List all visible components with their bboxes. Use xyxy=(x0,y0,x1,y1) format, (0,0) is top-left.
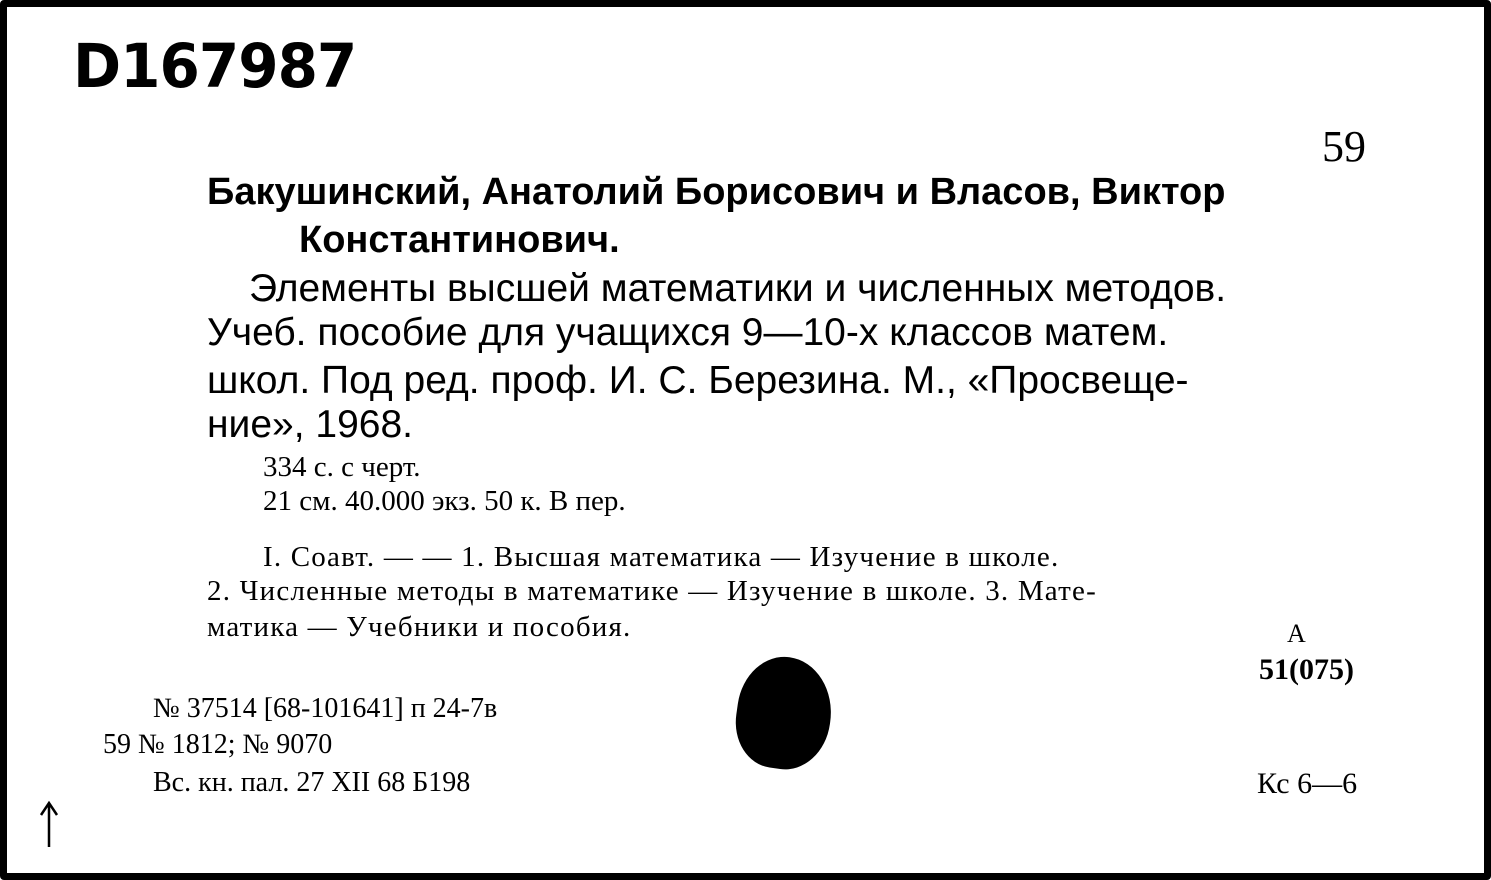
imprint-line: № 37514 [68-101641] п 24-7в xyxy=(153,693,498,724)
subject-heading-line: 2. Численные методы в математике — Изучение в школе. 3. Мате- xyxy=(207,575,1097,607)
udc-code: 51(075) xyxy=(1259,653,1354,686)
author-line: Бакушинский, Анатолий Борисович и Власов, Виктор xyxy=(207,171,1226,213)
price-code: Кс 6—6 xyxy=(1257,767,1358,800)
subject-heading-line: I. Соавт. — — 1. Высшая математика — Изучение в школе. xyxy=(263,541,1060,573)
imprint-line: Вс. кн. пал. 27 XII 68 Б198 xyxy=(153,767,471,798)
class-number: 59 xyxy=(1322,122,1366,171)
subject-heading-line: матика — Учебники и пособия. xyxy=(207,611,632,643)
udc-letter: А xyxy=(1287,619,1306,648)
title-line: ние», 1968. xyxy=(207,403,413,446)
card-number: D167987 xyxy=(73,30,357,102)
imprint-line: 59 № 1812; № 9070 xyxy=(103,729,333,760)
physical-description-line: 21 см. 40.000 экз. 50 к. В пер. xyxy=(263,485,626,517)
physical-description-line: 334 с. с черт. xyxy=(263,451,421,483)
title-line: Элементы высшей математики и численных методов. xyxy=(249,267,1227,310)
punch-hole xyxy=(730,651,839,775)
title-line: школ. Под ред. проф. И. С. Березина. М., «Просвеще- xyxy=(207,359,1189,402)
handwritten-arrow-icon xyxy=(35,799,63,860)
author-line-continued: Константинович. xyxy=(299,219,620,261)
title-line: Учеб. пособие для учащихся 9—10-х классов матем. xyxy=(207,311,1169,354)
